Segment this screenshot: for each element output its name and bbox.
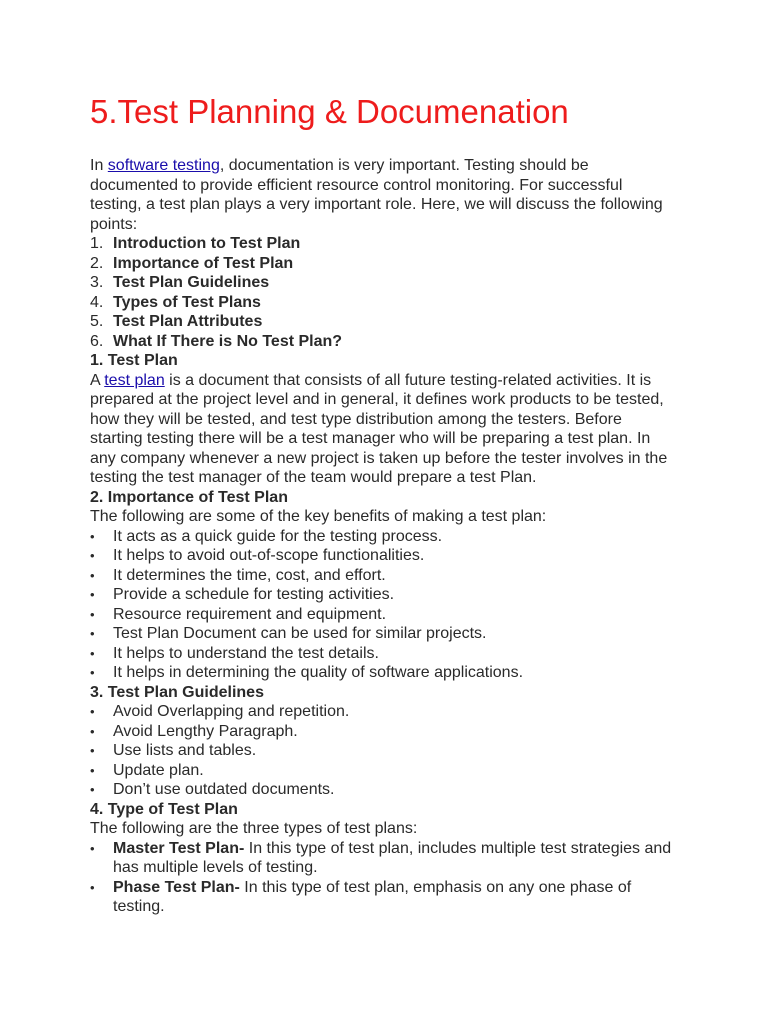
list-item: • It determines the time, cost, and effort. [90, 566, 678, 586]
topics-list [90, 234, 678, 351]
list-item: • It acts as a quick guide for the testing process. [90, 527, 678, 547]
topic-item [90, 293, 678, 313]
list-item: • Provide a schedule for testing activities. [90, 585, 678, 605]
section-heading-importance: 2. Importance of Test Plan [90, 488, 288, 506]
topic-number: 5. [90, 313, 104, 330]
section-heading-test-plan: 1. Test Plan [90, 352, 178, 369]
list-item [90, 878, 678, 917]
intro-text-before: In [90, 157, 108, 174]
importance-intro: The following are some of the key benefits of making a test plan: [90, 508, 547, 525]
plan-types-list [90, 839, 678, 917]
topic-item [90, 273, 678, 293]
topic-number: 4. [90, 293, 104, 311]
topic-label: Importance of Test Plan [113, 254, 294, 272]
list-item: • Use lists and tables. [90, 741, 678, 761]
list-item: • It helps in determining the quality of software applications. [90, 663, 678, 683]
topic-item [90, 312, 678, 332]
list-item: • Test Plan Document can be used for similar projects. [90, 624, 678, 644]
topic-item [90, 234, 678, 254]
topic-label: Test Plan Guidelines [113, 274, 270, 291]
list-item: • Avoid Overlapping and repetition. [90, 702, 678, 722]
topic-label: Introduction to Test Plan [113, 235, 301, 252]
list-item: • Avoid Lengthy Paragraph. [90, 722, 678, 742]
topic-label: Test Plan Attributes [113, 313, 263, 330]
software-testing-link[interactable]: software testing [107, 157, 220, 174]
list-item: • Update plan. [90, 761, 678, 781]
topic-number: 2. [90, 254, 104, 272]
plan-type-description: In this type of test plan, includes multiple test strategies and has multiple levels of testing. [113, 839, 672, 876]
list-item: • Don’t use outdated documents. [90, 780, 678, 800]
test-plan-text-before: A [90, 371, 105, 389]
types-intro: The following are the three types of test plans: [90, 820, 418, 837]
topic-label: What If There is No Test Plan? [113, 332, 343, 350]
list-item: • Resource requirement and equipment. [90, 605, 678, 625]
topic-number: 6. [90, 332, 104, 350]
test-plan-text-after: is a document that consists of all future testing-related activities. It is prepared at the project level and in general, it defines work products to be tested, how they will be tested, and test type distribution among the testers. Before starting testing there will be a test manager who will be preparing a test plan. In any company whenever a new project is taken up before the tester involves in the testing the test manager of the team would prepare a test Plan. [90, 371, 668, 486]
list-item: • It helps to avoid out-of-scope functionalities. [90, 546, 678, 566]
topic-item [90, 254, 678, 274]
plan-type-description: In this type of test plan, emphasis on any one phase of testing. [113, 878, 632, 915]
topic-item [90, 332, 678, 352]
plan-type-term: Master Test Plan- [113, 839, 245, 857]
section-heading-guidelines: 3. Test Plan Guidelines [90, 683, 264, 701]
intro-paragraph [90, 156, 678, 234]
plan-type-term: Phase Test Plan- [113, 878, 240, 896]
benefits-list [90, 527, 678, 683]
intro-text-after: , documentation is very important. Testing should be documented to provide efficient resource control monitoring. For successful testing, a test plan plays a very important role. Here, we will discuss the following points: [90, 157, 663, 233]
topic-number: 1. [90, 235, 104, 252]
section-heading-types: 4. Type of Test Plan [90, 800, 238, 818]
guidelines-list [90, 702, 678, 800]
list-item: • It helps to understand the test details. [90, 644, 678, 664]
page-title: 5.Test Planning & Documenation [90, 93, 569, 130]
list-item [90, 839, 678, 878]
test-plan-paragraph [90, 371, 678, 488]
test-plan-link[interactable]: test plan [104, 371, 165, 389]
topic-number: 3. [90, 274, 104, 291]
topic-label: Types of Test Plans [113, 293, 261, 311]
